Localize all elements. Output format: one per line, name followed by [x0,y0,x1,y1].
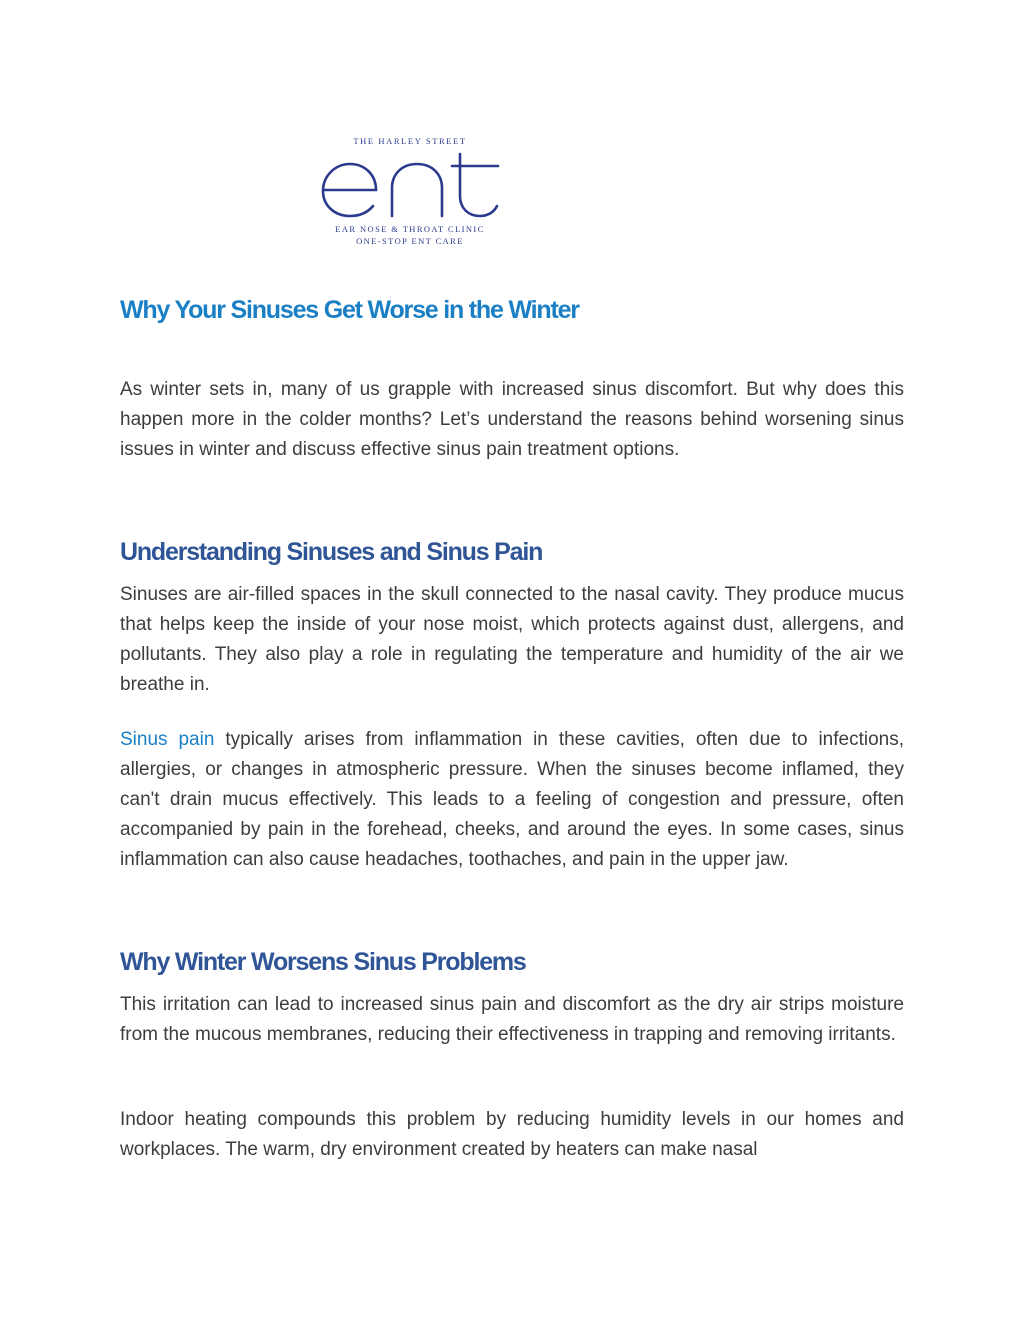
section-winter-paragraph-1: This irritation can lead to increased sinus pain and discomfort as the dry air strips moisture from the mucous membranes, reducing their effectiveness in trapping and removing irritants. [120,994,904,1045]
section-winter-paragraph-2: Indoor heating compounds this problem by reducing humidity levels in our homes and workplaces. The warm, dry environment created by heaters can make nasal [120,1109,904,1160]
section-understanding-paragraph-1: Sinuses are air-filled spaces in the skull connected to the nasal cavity. They produce mucus that helps keep the inside of your nose moist, which protects against dust, allergens, and pollutants. They also play a role in regulating the temperature and humidity of the air we breathe in. [120,584,904,695]
logo-line-clinic: EAR NOSE & THROAT CLINIC [335,224,485,234]
logo-top-text: THE HARLEY STREET [353,136,467,146]
ent-logo-mark [318,152,502,222]
section-heading-winter: Why Winter Worsens Sinus Problems [120,948,526,976]
article-title: Why Your Sinuses Get Worse in the Winter [120,296,579,324]
logo-line-care: ONE-STOP ENT CARE [356,236,464,246]
paragraph-text: typically arises from inflammation in these cavities, often due to infections, allergies, or changes in atmospheric pressure. When the sinuses become inflamed, they can't drain mucus effectively. This leads to a feeling of congestion and pressure, often accompanied by pain in the forehead, cheeks, and around the eyes. In some cases, sinus inflammation can also cause headaches, toothaches, and pain in the upper jaw. [120,729,904,870]
section-heading-understanding: Understanding Sinuses and Sinus Pain [120,538,543,566]
intro-paragraph: As winter sets in, many of us grapple with increased sinus discomfort. But why does this happen more in the colder months? Let’s understand the reasons behind worsening sinus issues in winter and discuss effective sinus pain treatment options. [120,379,904,460]
section-understanding-paragraph-2 [120,725,904,875]
clinic-logo [318,136,502,252]
sinus-pain-link[interactable]: Sinus pain [120,729,215,750]
